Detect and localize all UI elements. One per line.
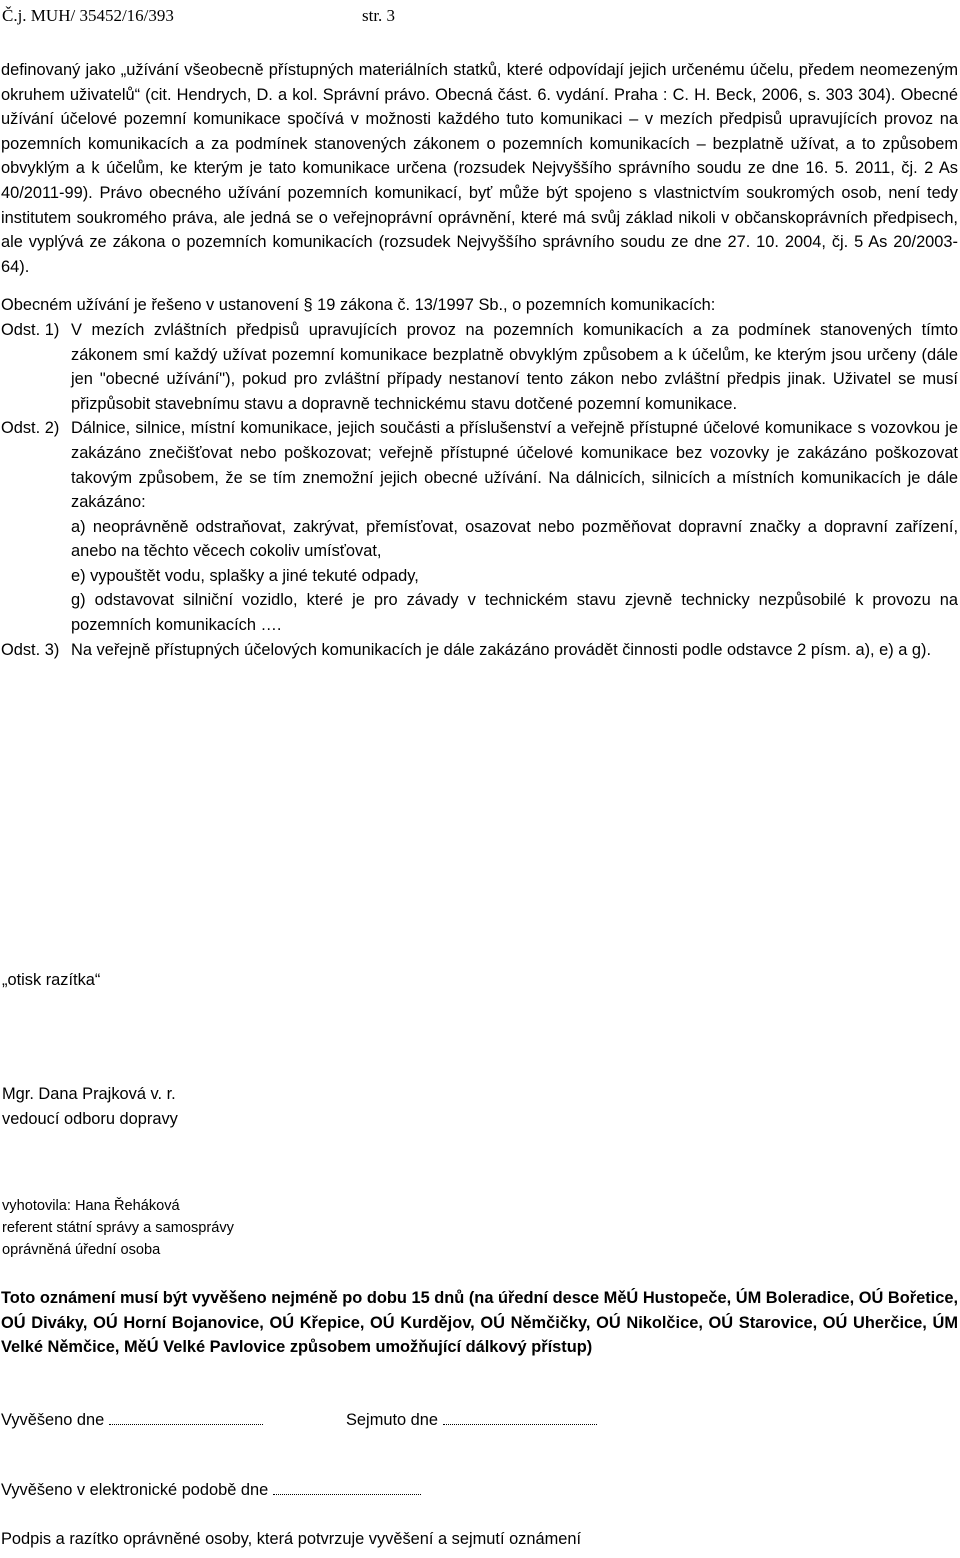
removed-date-label: Sejmuto dne xyxy=(346,1411,439,1429)
subsection-3-label: Odst. 3) xyxy=(1,640,60,659)
confirmation-signature-label: Podpis a razítko oprávněné osoby, která potvrzuje vyvěšení a sejmutí oznámení xyxy=(1,1530,582,1548)
subsection-1 xyxy=(1,318,958,416)
prohibited-list xyxy=(1,515,958,638)
removed-date-row xyxy=(346,1411,597,1430)
confirmation-signature-row xyxy=(1,1530,581,1549)
posted-date-label: Vyvěšeno dne xyxy=(1,1411,105,1429)
list-item: g) odstavovat silniční vozidlo, které je pro závady v technickém stavu zjevně technicky nezpůsobilé k provozu na pozemních komunikacích …. xyxy=(71,591,958,635)
reference-number: Č.j. MUH/ 35452/16/393 xyxy=(2,6,174,25)
prepared-by-block xyxy=(2,1195,234,1261)
list-item: a) neoprávněně odstraňovat, zakrývat, přemísťovat, osazovat nebo pozměňovat dopravní značky a dopravní zařízení, anebo na těchto věcech cokoliv umísťovat, xyxy=(71,517,958,561)
signature-block xyxy=(2,1082,178,1132)
subsection-2 xyxy=(1,416,958,514)
spacer xyxy=(1,279,958,293)
subsection-3-text: Na veřejně přístupných účelových komunikacích je dále zakázáno provádět činnosti podle odstavce 2 písm. a), e) a g). xyxy=(71,640,932,659)
subsection-1-label: Odst. 1) xyxy=(1,320,60,339)
subsection-1-text: V mezích zvláštních předpisů upravujících provoz na pozemních komunikacích a za podmínek stanovených tímto zákonem smí každý užívat pozemní komunikace bezplatně obvyklým způsobem a k účelům, ke kterým jsou určeny (dále jen "obecné užívání"), pokud pro zvláštní případy nestanoví tento zákon nebo zvláštní předpis jinak. Uživatel se musí přizpůsobit stavebnímu stavu a dopravně technickému stavu dotčené pozemní komunikace. xyxy=(71,320,958,413)
paragraph-intro: Obecném užívání je řešeno v ustanovení § 19 zákona č. 13/1997 Sb., o pozemních komunikacích: xyxy=(1,296,716,315)
document-body xyxy=(1,58,958,662)
prepared-by-name: vyhotovila: Hana Řeháková xyxy=(2,1198,180,1214)
stamp-placeholder: „otisk razítka“ xyxy=(2,971,101,989)
removed-date-blank xyxy=(443,1423,597,1425)
page-header xyxy=(2,6,396,26)
paragraph-legal-definition: definovaný jako „užívání všeobecně přístupných materiálních statků, které odpovídají jejich určenému účelu, předem neomezeným okruhem uživatelů“ (cit. Hendrych, D. a kol. Správní právo. Obecná část. 6. vydání. Praha : C. H. Beck, 2006, s. 303 304). Obecné užívání účelové pozemní komunikace spočívá v možnosti každého tuto komunikaci – v mezích předpisů upravujících provoz na pozemních komunikacích a za podmínek stanovených zákonem o pozemních komunikacích – bezplatně užívat, a to způsobem obvyklým a k účelům, ke kterým je tato komunikace určena (rozsudek Nejvyššího správního soudu ze dne 16. 5. 2011, čj. 2 As 40/2011-99). Právo obecného užívání pozemních komunikací, byť může být spojeno s vlastnictvím soukromých osob, není tedy institutem soukromého práva, ale jedná se o veřejnoprávní oprávnění, které má svůj základ nikoli v občanskoprávních předpisech, ale vyplývá ze zákona o pozemních komunikacích (rozsudek Nejvyššího správního soudu ze dne 27. 10. 2004, čj. 5 As 20/2003-64). xyxy=(1,61,958,276)
subsection-2-text: Dálnice, silnice, místní komunikace, jejich součásti a příslušenství a veřejně přístupné účelové komunikace s vozovkou je zakázáno znečišťovat nebo poškozovat; veřejně přístupné účelové komunikace bez vozovky je zakázáno poškozovat takovým způsobem, že se tím znemožní jejich obecné užívání. Na dálnicích, silnicích a místních komunikacích je dále zakázáno: xyxy=(71,419,958,512)
subsection-3 xyxy=(1,638,958,663)
posted-date-blank xyxy=(109,1423,263,1425)
electronic-posted-row xyxy=(1,1481,421,1500)
signatory-name: Mgr. Dana Prajková v. r. xyxy=(2,1085,176,1103)
subsection-2-label: Odst. 2) xyxy=(1,419,60,438)
list-item: e) vypouštět vodu, splašky a jiné tekuté odpady, xyxy=(71,566,419,585)
electronic-posted-blank xyxy=(273,1493,421,1495)
posting-notice: Toto oznámení musí být vyvěšeno nejméně po dobu 15 dnů (na úřední desce MěÚ Hustopeče, ÚM Boleradice, OÚ Bořetice, OÚ Diváky, OÚ Horní Bojanovice, OÚ Křepice, OÚ Kurdějov, OÚ Němčičky, OÚ Nikolčice, OÚ Starovice, OÚ Uherčice, ÚM Velké Němčice, MěÚ Velké Pavlovice způsobem umožňující dálkový přístup) xyxy=(1,1289,958,1357)
electronic-posted-label: Vyvěšeno v elektronické podobě dne xyxy=(1,1481,269,1499)
prepared-by-position: referent státní správy a samosprávy xyxy=(2,1220,234,1236)
prepared-by-authority: oprávněná úřední osoba xyxy=(2,1242,161,1258)
posted-date-row xyxy=(1,1411,439,1430)
page-number: str. 3 xyxy=(362,6,396,25)
signatory-role: vedoucí odboru dopravy xyxy=(2,1110,178,1128)
